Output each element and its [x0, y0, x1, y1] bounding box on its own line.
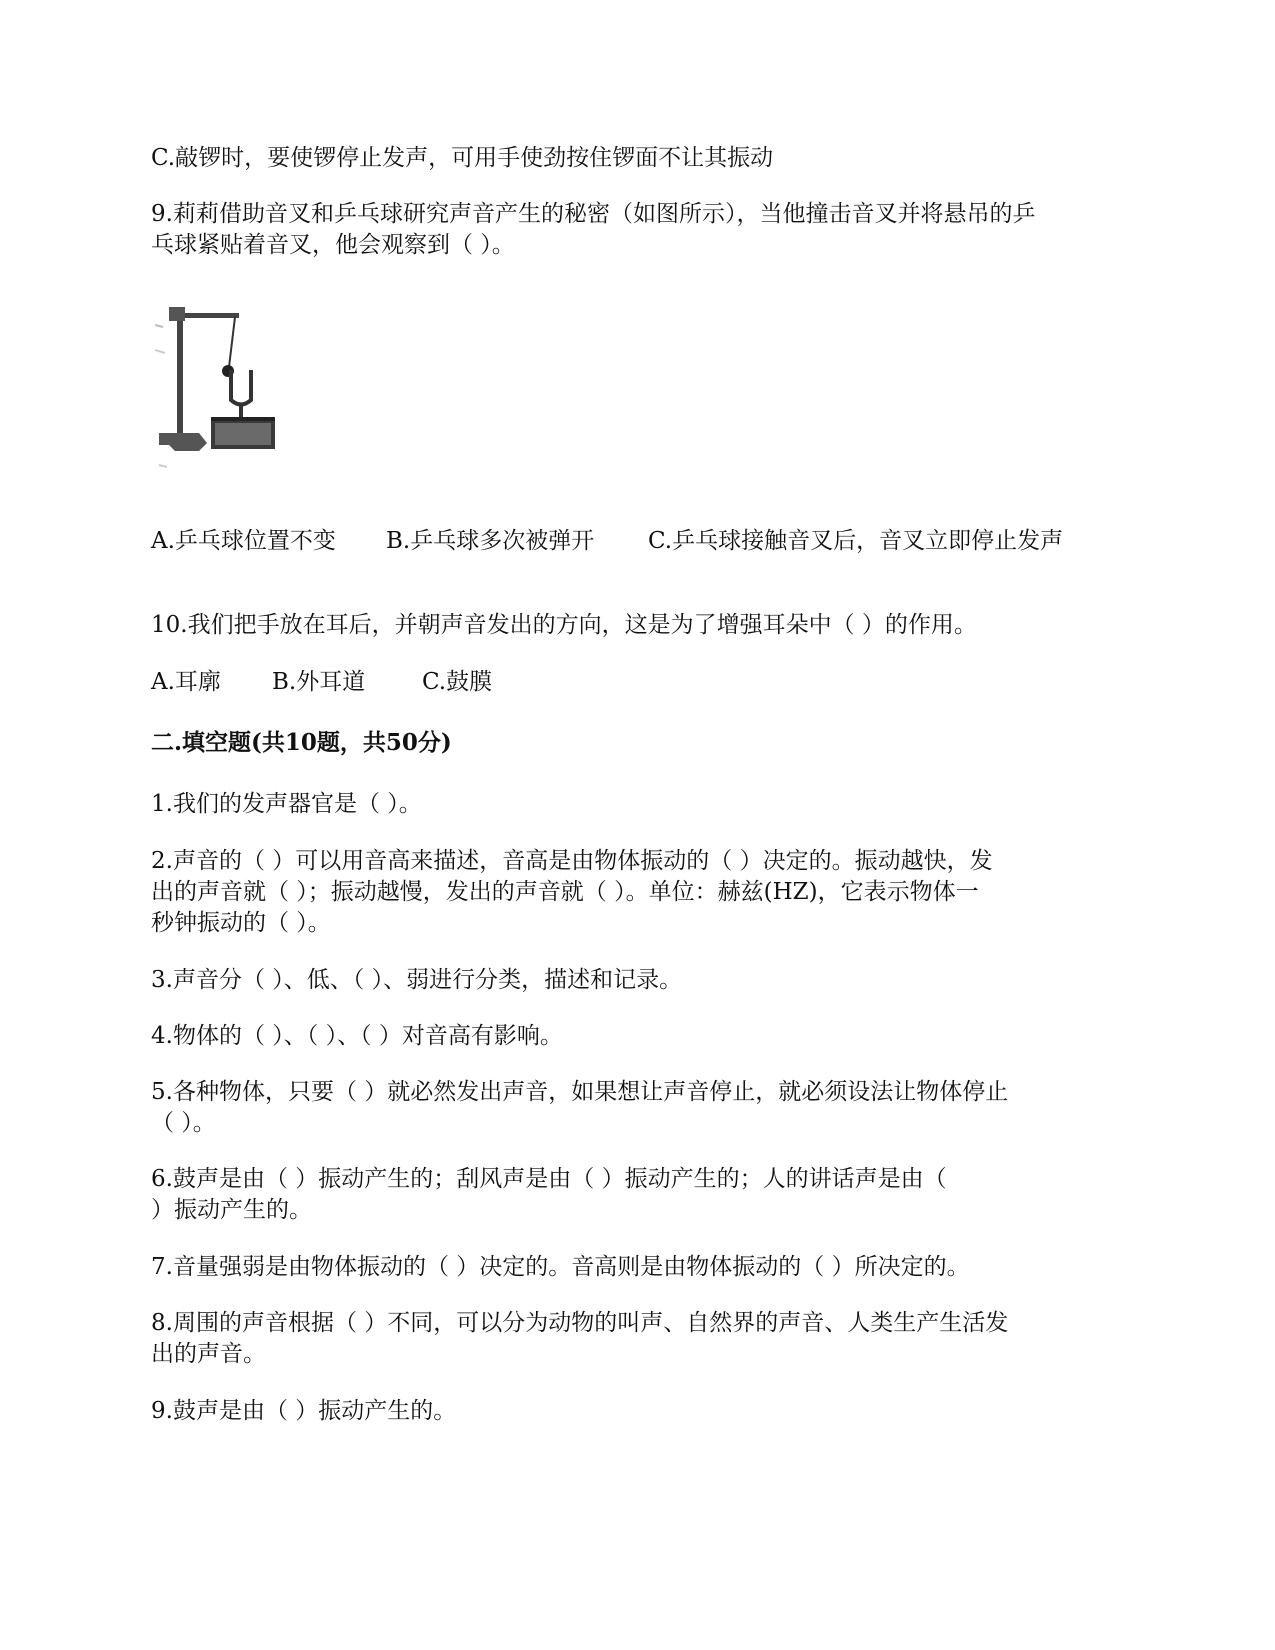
q9-stem-line1: 9.莉莉借助音叉和乒乓球研究声音产生的秘密（如图所示），当他撞击音叉并将悬吊的乒 [151, 201, 1036, 227]
section-heading-fill-blank: 二.填空题(共10题，共50分) [151, 729, 452, 756]
q9-stem-line2: 乓球紧贴着音叉，他会观察到（ ）。 [151, 232, 515, 258]
fill-question-7: 7.音量强弱是由物体振动的（ ）决定的。音高则是由物体振动的（ ）所决定的。 [151, 1254, 970, 1280]
fill-question-4: 4.物体的（ ）、（ ）、（ ）对音高有影响。 [151, 1023, 563, 1049]
fill-question-5-line1: 5.各种物体，只要（ ）就必然发出声音，如果想让声音停止，就必须设法让物体停止 [151, 1079, 1009, 1105]
fill-question-2-line2: 出的声音就（ ）；振动越慢，发出的声音就（ ）。单位：赫兹(HZ)，它表示物体一 [151, 879, 979, 905]
tuning-fork-pingpong-apparatus-icon [155, 305, 295, 480]
fill-question-9: 9.鼓声是由（ ）振动产生的。 [151, 1398, 457, 1424]
q10-option-c: C.鼓膜 [422, 669, 493, 695]
q8-option-c: C.敲锣时，要使锣停止发声，可用手使劲按住锣面不让其振动 [151, 145, 774, 171]
q10-option-a: A.耳廓 [151, 669, 221, 695]
fill-question-2-line1: 2.声音的（ ）可以用音高来描述，音高是由物体振动的（ ）决定的。振动越快，发 [151, 848, 993, 874]
fill-question-8-line2: 出的声音。 [151, 1341, 266, 1367]
fill-question-3: 3.声音分（ ）、低、（ ）、弱进行分类，描述和记录。 [151, 967, 683, 993]
fill-question-2-line3: 秒钟振动的（ ）。 [151, 910, 331, 936]
q10-option-b: B.外耳道 [272, 669, 366, 695]
q9-option-c: C.乒乓球接触音叉后，音叉立即停止发声 [648, 528, 1064, 554]
fill-question-5-line2: （ ）。 [151, 1110, 216, 1136]
fill-question-8-line1: 8.周围的声音根据（ ）不同，可以分为动物的叫声、自然界的声音、人类生产生活发 [151, 1310, 1009, 1336]
fill-question-6-line2: ）振动产生的。 [151, 1197, 312, 1223]
fill-question-6-line1: 6.鼓声是由（ ）振动产生的；刮风声是由（ ）振动产生的；人的讲话声是由（ [151, 1166, 947, 1192]
q10-stem: 10.我们把手放在耳后，并朝声音发出的方向，这是为了增强耳朵中（ ）的作用。 [151, 612, 977, 638]
fill-question-1: 1.我们的发声器官是（ ）。 [151, 791, 422, 817]
q9-option-a: A.乒乓球位置不变 [151, 528, 336, 554]
q9-option-b: B.乒乓球多次被弹开 [386, 528, 595, 554]
